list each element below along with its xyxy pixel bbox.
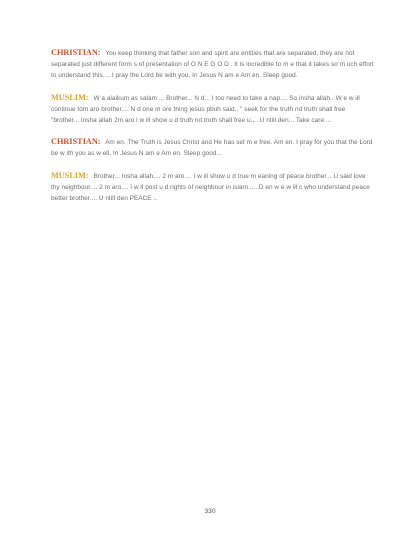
dialogue-entry bbox=[51, 170, 374, 205]
dialogue-text: Am en. The Truth is Jesus Christ and He has set m e free. Am en. I pray for you that the Lord be w ith you as w ell. In Jesus N am e Am en. Sleep good... bbox=[51, 139, 373, 158]
dialogue-text: W a alaikum as salam ... Brother... N d... I too need to take a nap.... So insha allah.. W e w ill continue tom aro brother.... N d one m ore thing jesus pbuh said.. " seek for the truth nd truth shall free "brother... Insha allah 2m aro i w ill show u d truth nd truth shall free u.... U ntill den... Take care.... bbox=[51, 94, 360, 125]
dialogue-text: Brother... Insha allah.... 2 m aro.... I w ill show u d true m eaning of peace brother... U said love thy neighbour.... 2 m aro.... I w ll post u d rights of neighbour in islam .... D en w e w ill c who understand peace better brother.... U ntill den PEACE .. bbox=[51, 172, 370, 203]
dialogue-body bbox=[51, 47, 374, 214]
speaker-label: CHRISTIAN: bbox=[51, 137, 101, 147]
page-number: 330 bbox=[204, 508, 216, 515]
dialogue-text: You keep thinking that father son and spirit are entities that are separated, they are not separated just different form s of presentation of O N E G O D . It is incredible to m e that it takes so m uch effort to understand this.... I pray the Lord be with you. In Jesus N am e Am en. Sleep good. bbox=[51, 50, 374, 80]
speaker-label: CHRISTIAN: bbox=[51, 48, 101, 57]
dialogue-entry bbox=[51, 47, 374, 82]
dialogue-entry bbox=[51, 136, 374, 159]
speaker-label: MUSLIM: bbox=[51, 170, 89, 180]
speaker-label: MUSLIM: bbox=[51, 92, 89, 102]
dialogue-entry bbox=[51, 92, 374, 127]
